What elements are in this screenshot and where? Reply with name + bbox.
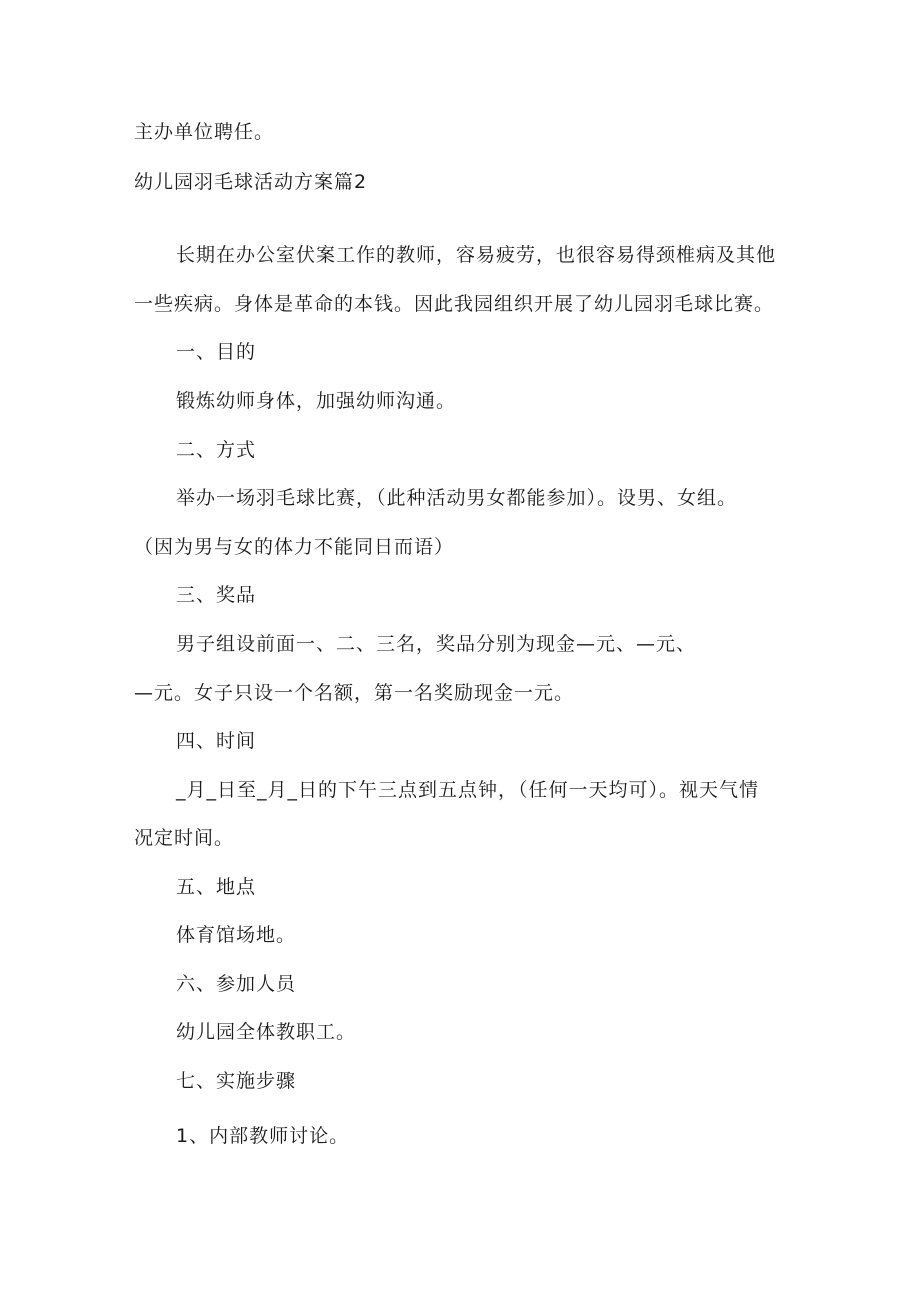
text-prizes-line-2: —元。女子只设一个名额，第一名奖励现金一元。 — [134, 682, 575, 704]
heading-steps: 七、实施步骤 — [176, 1070, 297, 1092]
text-purpose: 锻炼幼师身体，加强幼师沟通。 — [176, 390, 457, 412]
heading-prizes: 三、奖品 — [176, 584, 257, 606]
text-prizes-line-1: 男子组设前面一、二、三名，奖品分别为现金—元、—元、 — [176, 633, 697, 655]
text-location: 体育馆场地。 — [176, 924, 297, 946]
paragraph-intro-line-2: 一些疾病。身体是革命的本钱。因此我园组织开展了幼儿园羽毛球比赛。 — [134, 293, 775, 315]
text-step-1: 1、内部教师讨论。 — [176, 1125, 350, 1147]
heading-location: 五、地点 — [176, 876, 257, 898]
text-time-line-1: _月_日至_月_日的下午三点到五点钟，（任何一天均可）。视天气情 — [176, 779, 760, 801]
text-line-organizer-appointment: 主办单位聘任。 — [134, 121, 275, 143]
section-title: 幼儿园羽毛球活动方案篇2 — [134, 171, 368, 193]
heading-method: 二、方式 — [176, 439, 257, 461]
heading-purpose: 一、目的 — [176, 341, 257, 363]
text-method-line-2: （因为男与女的体力不能同日而语） — [134, 536, 455, 558]
paragraph-intro-line-1: 长期在办公室伏案工作的教师，容易疲劳，也很容易得颈椎病及其他 — [176, 244, 777, 266]
text-time-line-2: 况定时间。 — [134, 827, 235, 849]
text-participants: 幼儿园全体教职工。 — [176, 1021, 357, 1043]
text-method-line-1: 举办一场羽毛球比赛，（此种活动男女都能参加）。设男、女组。 — [176, 487, 738, 509]
heading-time: 四、时间 — [176, 730, 257, 752]
heading-participants: 六、参加人员 — [176, 973, 297, 995]
